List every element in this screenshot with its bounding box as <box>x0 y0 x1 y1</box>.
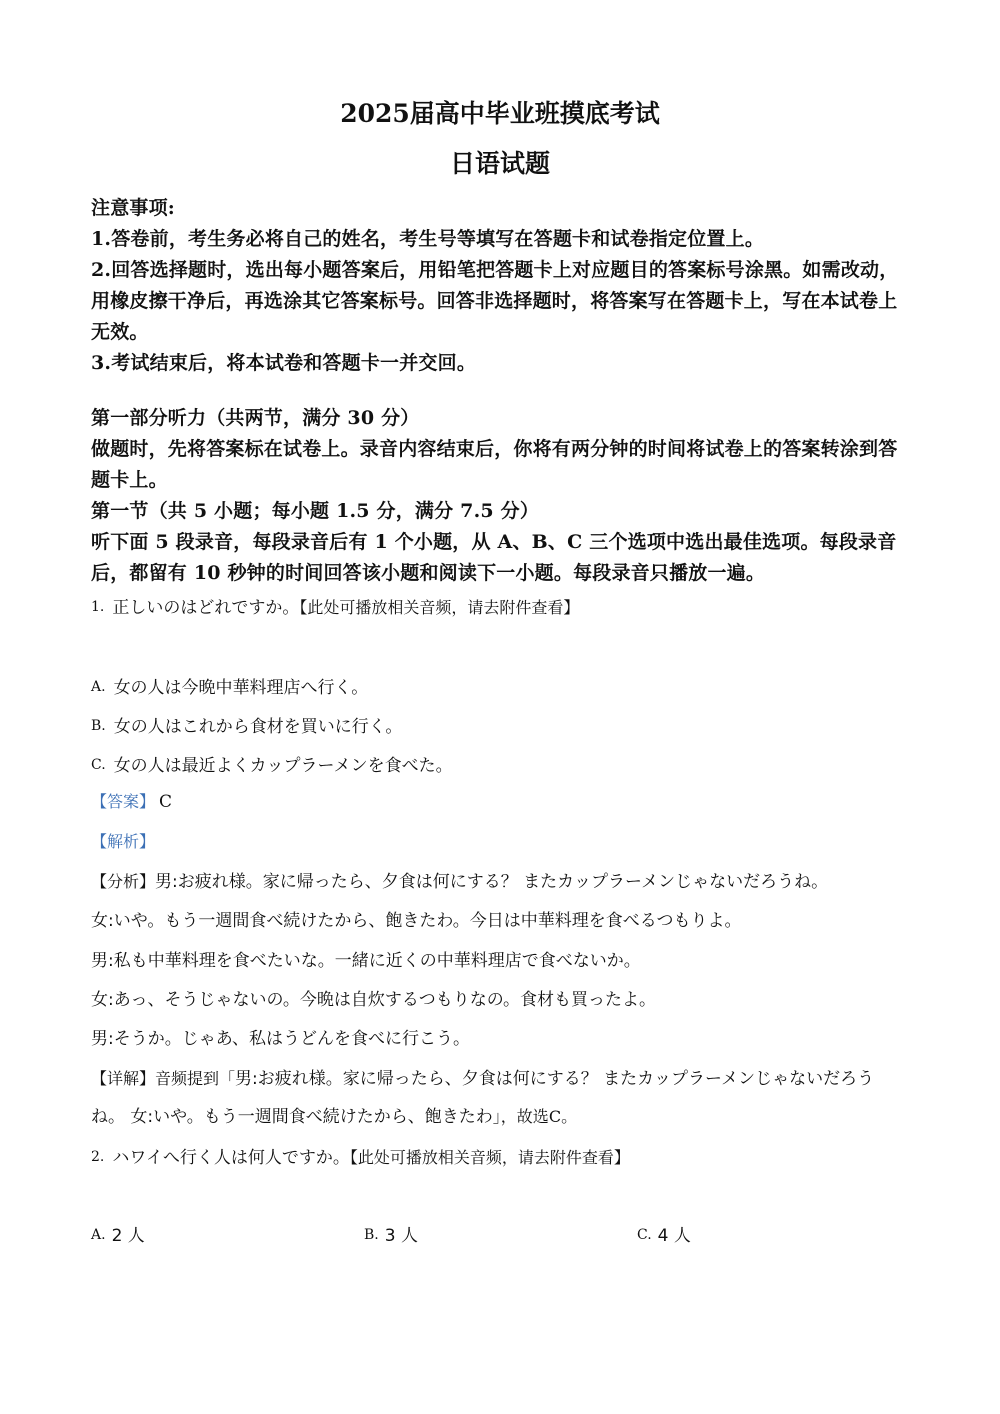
question-1 <box>91 594 921 621</box>
part1-section <box>91 403 911 589</box>
option-label: C. <box>637 1227 652 1243</box>
detail-quote: 男:お疲れ様。家に帰ったら、夕食は何にする？ またカップラーメンじゃないだろう <box>235 1069 875 1089</box>
analysis-line <box>91 907 921 935</box>
analysis-prefix: 【分析】 <box>91 872 156 891</box>
audio-note[interactable]: 【此处可播放相关音频，请去附件查看】 <box>349 1148 630 1167</box>
notice-item: 3.考试结束后，将本试卷和答题卡一并交回。 <box>91 352 477 374</box>
exam-title: 2025届高中毕业班摸底考试 <box>340 99 660 128</box>
detail-quote: ね。 女:いや。もう一週間食べ続けたから、飽きたわ <box>91 1107 493 1127</box>
option-b[interactable] <box>91 713 921 740</box>
section1-heading: 第一节（共 5 小题；每小题 1.5 分，满分 7.5 分） <box>91 500 540 522</box>
question-number: 1. <box>91 599 105 615</box>
question-2 <box>91 1144 921 1171</box>
option-text: 3 人 <box>384 1226 418 1246</box>
analysis-tag: 【解析】 <box>91 832 156 851</box>
option-label: A. <box>91 1227 106 1243</box>
analysis-line <box>91 868 921 896</box>
option-text: 女の人は今晩中華料理店へ行く。 <box>113 678 369 698</box>
answer-line <box>91 789 921 815</box>
option-text: 4 人 <box>657 1226 691 1246</box>
analysis-text: 男:私も中華料理を食べたいな。一緒に近くの中華料理店で食べないか。 <box>91 951 641 971</box>
option-label: B. <box>364 1227 379 1243</box>
answer-tag: 【答案】 <box>91 792 156 811</box>
notice-item: 2.回答选择题时，选出每小题答案后，用铅笔把答题卡上对应题目的答案标号涂黑。如需改动，用橡皮擦干净后，再选涂其它答案标号。回答非选择题时，将答案写在答题卡上，写在本试卷上无效。 <box>91 259 899 343</box>
detail-end: 。 <box>561 1107 578 1126</box>
option-label: A. <box>91 679 106 695</box>
notice-heading: 注意事项: <box>91 197 176 219</box>
analysis-text: 男:お疲れ様。家に帰ったら、夕食は何にする？ またカップラーメンじゃないだろうね。 <box>155 872 829 892</box>
question-text: 正しいのはどれですか。 <box>112 598 300 618</box>
option-text: 女の人は最近よくカップラーメンを食べた。 <box>113 756 453 776</box>
option-text: 2 人 <box>111 1226 145 1246</box>
option-text: 女の人はこれから食材を買いに行く。 <box>113 717 403 737</box>
option-label: B. <box>91 718 106 734</box>
analysis-text: 女:いや。もう一週間食べ続けたから、飽きたわ。今日は中華料理を食べるつもりよ。 <box>91 911 742 931</box>
notice-section <box>91 193 911 379</box>
detail-prefix: 【详解】 <box>91 1069 156 1088</box>
detail-tail: 」，故选 <box>492 1107 549 1126</box>
option-a[interactable] <box>91 674 921 701</box>
part1-heading: 第一部分听力（共两节，满分 30 分） <box>91 407 420 429</box>
analysis-text: 男:そうか。じゃあ、私はうどんを食べに行こう。 <box>91 1029 471 1049</box>
notice-item: 1.答卷前，考生务必将自己的姓名，考生号等填写在答题卡和试卷指定位置上。 <box>91 228 765 250</box>
analysis-line <box>91 1025 921 1053</box>
exam-subject: 日语试题 <box>449 149 550 178</box>
part1-instruction: 做题时，先将答案标在试卷上。录音内容结束后，你将有两分钟的时间将试卷上的答案转涂到答题卡上。 <box>91 438 898 491</box>
option-c[interactable] <box>637 1222 691 1249</box>
detail-lead: 音频提到「 <box>155 1069 236 1088</box>
analysis-text: 女:あっ、そうじゃないの。今晩は自炊するつもりなの。食材も買ったよ。 <box>91 990 657 1010</box>
audio-note[interactable]: 【此处可播放相关音频，请去附件查看】 <box>299 598 580 617</box>
option-a[interactable] <box>91 1222 145 1249</box>
analysis-line <box>91 986 921 1014</box>
analysis-line <box>91 947 921 975</box>
answer-value: C <box>159 792 173 812</box>
option-b[interactable] <box>364 1222 418 1249</box>
section1-instruction: 听下面 5 段录音，每段录音后有 1 个小题，从 A、B、C 三个选项中选出最佳选项。每段录音后，都留有 10 秒钟的时间回答该小题和阅读下一小题。每段录音只播放一遍。 <box>91 531 897 584</box>
detail-answer: C <box>548 1107 562 1126</box>
question-number: 2. <box>91 1149 105 1165</box>
question-text: ハワイへ行く人は何人ですか。 <box>112 1148 350 1168</box>
option-c[interactable] <box>91 752 921 779</box>
analysis-label-line <box>91 829 921 855</box>
option-label: C. <box>91 757 106 773</box>
detail-line <box>91 1065 921 1093</box>
detail-line <box>91 1103 921 1131</box>
